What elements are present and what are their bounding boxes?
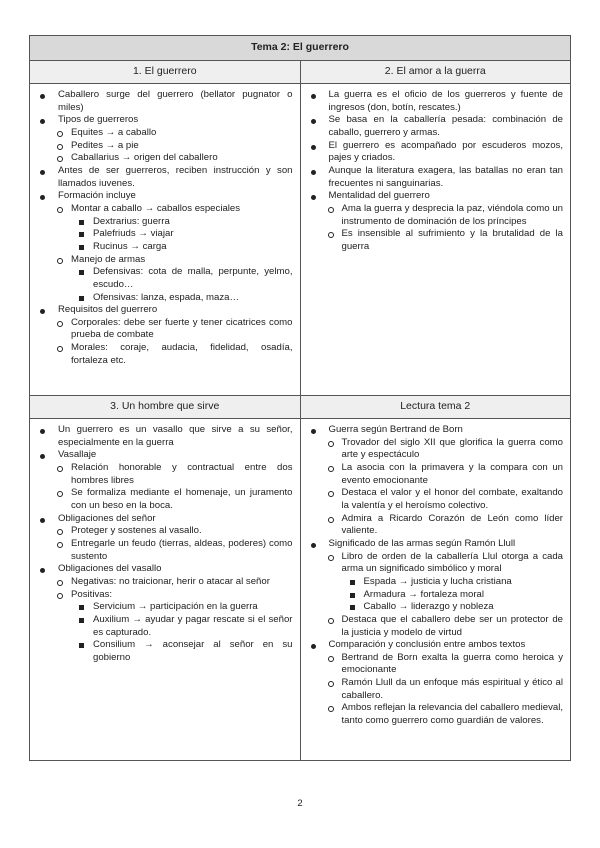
bullet-item — [34, 424, 293, 449]
item-text: Obligaciones del vasallo — [58, 563, 162, 575]
sub-list — [55, 525, 293, 563]
bullet-item — [34, 563, 293, 664]
sub-list — [347, 576, 564, 614]
sub-item — [76, 292, 293, 305]
item-text: Manejo de armas — [71, 253, 146, 265]
sub-list — [55, 127, 293, 165]
item-text: La guerra es el oficio de los guerreros y fuente de ingresos (don, botín, rescates.) — [328, 89, 563, 113]
sub-item — [326, 203, 564, 228]
sub-item — [326, 614, 564, 639]
sub-item — [76, 228, 293, 241]
item-text: Ambos reflejan la relevancia del caballero medieval, tanto como guerrero como guardián de valores. — [341, 702, 563, 727]
item-text: Tipos de guerreros — [58, 114, 139, 126]
item-text: Entregarle un feudo (tierras, aldeas, poderes) como sustento — [71, 537, 293, 562]
sub-item — [55, 342, 293, 367]
sub-item — [76, 241, 293, 254]
item-text: La asocia con la primavera y la compara con un evento emocionante — [341, 461, 563, 486]
item-text: Caballero surge del guerrero (bellator pugnator o miles) — [58, 89, 293, 113]
bullet-item — [305, 165, 564, 190]
item-text: Mentalidad del guerrero — [328, 190, 430, 202]
bullet-list — [305, 424, 564, 728]
item-text: Antes de ser guerreros, reciben instrucción y son llamados iuvenes. — [58, 164, 293, 189]
sub-list — [76, 601, 293, 664]
sub-item — [76, 601, 293, 614]
item-text: Rucinus → carga — [93, 240, 167, 252]
section-content — [300, 419, 571, 761]
item-text: Negativas: no traicionar, herir o atacar al señor — [71, 575, 270, 587]
section-heading: Lectura tema 2 — [300, 396, 571, 419]
sub-item — [55, 576, 293, 589]
sub-list — [326, 652, 564, 728]
sub-list — [326, 437, 564, 538]
bullet-item — [34, 513, 293, 564]
sub-list — [55, 317, 293, 368]
item-text: Armadura → fortaleza moral — [363, 588, 484, 600]
item-text: Bertrand de Born exalta la guerra como heroica y emocionante — [341, 651, 563, 676]
sub-list — [326, 203, 564, 254]
item-text: Auxilium → ayudar y pagar rescate si el señor es capturado. — [93, 613, 293, 638]
item-text: Guerra según Bertrand de Born — [328, 424, 463, 435]
bullet-item — [305, 89, 564, 114]
bullet-item — [305, 114, 564, 139]
sub-list — [55, 203, 293, 304]
sub-item — [55, 254, 293, 305]
item-text: Corporales: debe ser fuerte y tener cicatrices como prueba de combate — [71, 316, 293, 341]
sub-item — [55, 538, 293, 563]
sub-item — [326, 702, 564, 727]
sub-item — [55, 589, 293, 665]
bullet-item — [305, 639, 564, 728]
item-text: Pedites → a pie — [71, 139, 139, 151]
item-text: Consilium → aconsejar al señor en su gobierno — [93, 639, 293, 663]
item-text: Destaca el valor y el honor del combate, exaltando la valentía y el heroísmo colectivo. — [341, 487, 563, 511]
sub-item — [55, 525, 293, 538]
sub-item — [55, 152, 293, 165]
sub-item — [76, 266, 293, 291]
section-heading: 2. El amor a la guerra — [300, 61, 571, 84]
section-content — [30, 84, 301, 396]
bullet-item — [34, 89, 293, 114]
table-title: Tema 2: El guerrero — [30, 36, 571, 61]
sub-item — [326, 551, 564, 614]
sub-item — [347, 589, 564, 602]
item-text: Significado de las armas según Ramón Llull — [328, 537, 516, 549]
bullet-item — [34, 449, 293, 512]
topic-table — [29, 35, 571, 761]
sub-item — [55, 462, 293, 487]
sub-item — [55, 203, 293, 254]
sub-item — [76, 639, 293, 664]
item-text: Palefriuds → viajar — [93, 228, 174, 240]
section-heading: 3. Un hombre que sirve — [30, 396, 301, 419]
bullet-list — [34, 424, 293, 664]
item-text: Proteger y sostenes al vasallo. — [71, 525, 202, 537]
sub-list — [326, 551, 564, 640]
bullet-item — [34, 190, 293, 304]
item-text: Servicium → participación en la guerra — [93, 601, 258, 613]
item-text: Ama la guerra y desprecia la paz, viéndola como un instrumento de dominación de los príncipes — [341, 202, 563, 227]
sub-list — [76, 266, 293, 304]
item-text: Equites → a caballo — [71, 126, 157, 138]
item-text: Dextrarius: guerra — [93, 215, 170, 227]
item-text: Caballarius → origen del caballero — [71, 152, 218, 164]
bullet-item — [305, 538, 564, 639]
sub-list — [55, 462, 293, 513]
item-text: Aunque la literatura exagera, las batallas no eran tan frecuentes ni sanguinarias. — [328, 164, 563, 189]
item-text: Ofensivas: lanza, espada, maza… — [93, 291, 240, 303]
item-text: Formación incluye — [58, 190, 136, 202]
sub-item — [76, 614, 293, 639]
item-text: Admira a Ricardo Corazón de León como líder valiente. — [341, 512, 563, 537]
bullet-item — [305, 140, 564, 165]
section-content — [300, 84, 571, 396]
section-content — [30, 419, 301, 761]
item-text: Comparación y conclusión entre ambos textos — [328, 639, 526, 651]
sub-item — [326, 513, 564, 538]
item-text: Relación honorable y contractual entre dos hombres libres — [71, 461, 293, 486]
sub-item — [55, 317, 293, 342]
item-text: Morales: coraje, audacia, fidelidad, osadía, fortaleza etc. — [71, 342, 293, 366]
sub-item — [347, 601, 564, 614]
sub-item — [55, 140, 293, 153]
sub-list — [55, 576, 293, 665]
bullet-item — [34, 304, 293, 367]
item-text: Libro de orden de la caballería Llul otorga a cada arma un significado simbólico y moral — [341, 550, 563, 575]
item-text: Defensivas: cota de malla, perpunte, yelmo, escudo… — [93, 266, 293, 290]
sub-item — [76, 216, 293, 229]
sub-item — [326, 462, 564, 487]
item-text: Caballo → liderazgo y nobleza — [363, 601, 494, 613]
item-text: Obligaciones del señor — [58, 512, 156, 524]
item-text: Espada → justicia y lucha cristiana — [363, 575, 512, 587]
bullet-item — [305, 190, 564, 253]
item-text: Se basa en la caballería pesada: combinación de caballo, guerrero y armas. — [328, 114, 563, 138]
item-text: Destaca que el caballero debe ser un protector de la justicia y modelo de virtud — [341, 613, 563, 638]
bullet-list — [305, 89, 564, 254]
sub-item — [347, 576, 564, 589]
item-text: Positivas: — [71, 588, 113, 600]
sub-item — [326, 652, 564, 677]
sub-item — [326, 437, 564, 462]
item-text: Montar a caballo → caballos especiales — [71, 202, 241, 214]
item-text: El guerrero es acompañado por escuderos mozos, pajes y criados. — [328, 139, 563, 164]
item-text: Un guerrero es un vasallo que sirve a su señor, especialmente en la guerra — [58, 424, 293, 448]
item-text: Es insensible al sufrimiento y la brutalidad de la guerra — [341, 228, 563, 252]
sub-item — [326, 677, 564, 702]
item-text: Vasallaje — [58, 449, 97, 461]
document-sheet — [29, 35, 571, 761]
sub-list — [76, 216, 293, 254]
bullet-item — [34, 114, 293, 165]
bullet-item — [305, 424, 564, 538]
sub-item — [326, 487, 564, 512]
bullet-list — [34, 89, 293, 367]
item-text: Trovador del siglo XII que glorifica la guerra como arte y espectáculo — [341, 436, 563, 461]
section-heading: 1. El guerrero — [30, 61, 301, 84]
item-text: Requisitos del guerrero — [58, 304, 158, 316]
sub-item — [55, 487, 293, 512]
item-text: Se formaliza mediante el homenaje, un juramento con un beso en la boca. — [71, 487, 293, 511]
sub-item — [326, 228, 564, 253]
item-text: Ramón Llull da un enfoque más espiritual y ético al caballero. — [341, 677, 563, 701]
sub-item — [55, 127, 293, 140]
page-number: 2 — [297, 798, 303, 809]
bullet-item — [34, 165, 293, 190]
